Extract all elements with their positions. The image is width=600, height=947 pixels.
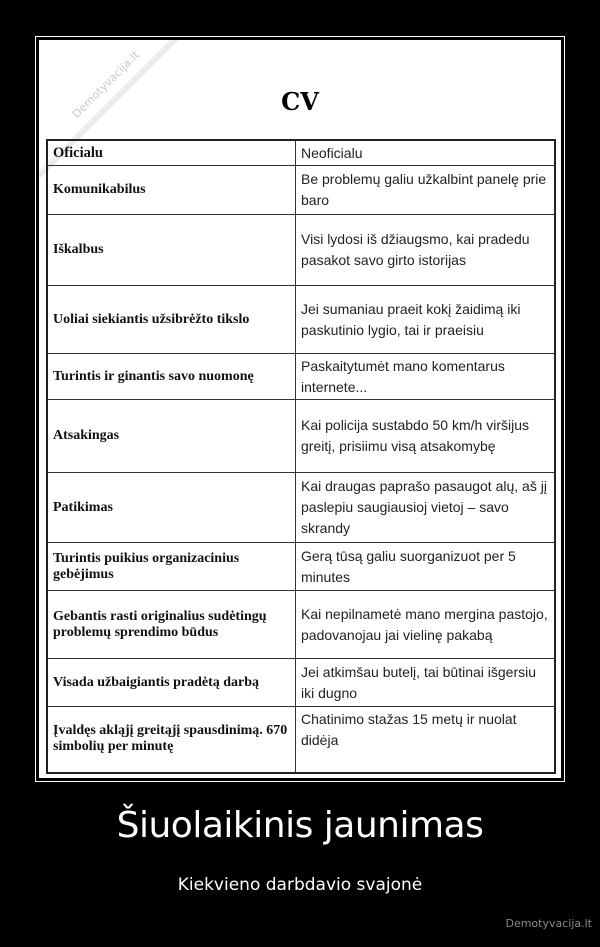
unofficial-cell: Kai nepilnametė mano mergina pastojo, padovanojau jai vielinę pakabą xyxy=(296,591,556,659)
official-cell: Iškalbus xyxy=(47,215,296,286)
official-cell: Atsakingas xyxy=(47,400,296,473)
table-row xyxy=(47,543,555,591)
unofficial-cell: Gerą tūsą galiu suorganizuot per 5 minutes xyxy=(296,543,556,591)
poster-image-panel xyxy=(39,40,561,778)
cv-table xyxy=(46,139,556,774)
table-row xyxy=(47,215,555,286)
site-label: Demotyvacija.lt xyxy=(505,917,592,930)
official-cell: Įvaldęs akląjį greitąjį spausdinimą. 670 simbolių per minutę xyxy=(47,707,296,773)
official-cell: Turintis ir ginantis savo nuomonę xyxy=(47,354,296,400)
poster-subcaption: Kiekvieno darbdavio svajonė xyxy=(177,875,423,895)
column-header-unofficial: Neoficialu xyxy=(296,140,556,166)
unofficial-cell: Jei atkimšau butelį, tai būtinai išgersiu iki dugno xyxy=(296,659,556,707)
official-cell: Gebantis rasti originalius sudėtingų problemų sprendimo būdus xyxy=(47,591,296,659)
table-row xyxy=(47,354,555,400)
official-cell: Turintis puikius organizacinius gebėjimus xyxy=(47,543,296,591)
table-row xyxy=(47,473,555,543)
poster-caption: Šiuolaikinis jaunimas xyxy=(116,805,484,846)
table-row xyxy=(47,166,555,215)
table-row xyxy=(47,659,555,707)
unofficial-cell: Be problemų galiu užkalbint panelę prie baro xyxy=(296,166,556,215)
table-header-row xyxy=(47,140,555,166)
unofficial-cell: Paskaitytumėt mano komentarus internete... xyxy=(296,354,556,400)
table-row xyxy=(47,591,555,659)
unofficial-cell: Kai draugas paprašo pasaugot alų, aš jį paslepiu saugiausioj vietoj – savo skrandy xyxy=(296,473,556,543)
watermark-text: Demotyvacija.lt xyxy=(69,48,143,121)
table-row xyxy=(47,400,555,473)
cv-title: CV xyxy=(281,87,319,116)
unofficial-cell: Visi lydosi iš džiaugsmo, kai pradedu pasakot savo girto istorijas xyxy=(296,215,556,286)
table-row xyxy=(47,286,555,354)
unofficial-cell: Jei sumaniau praeit kokį žaidimą iki paskutinio lygio, tai ir praeisiu xyxy=(296,286,556,354)
column-header-official: Oficialu xyxy=(47,140,296,166)
official-cell: Visada užbaigiantis pradėtą darbą xyxy=(47,659,296,707)
unofficial-cell: Chatinimo stažas 15 metų ir nuolat didėja xyxy=(296,707,556,773)
table-row xyxy=(47,707,555,773)
poster-frame xyxy=(35,36,565,782)
official-cell: Uoliai siekiantis užsibrėžto tikslo xyxy=(47,286,296,354)
unofficial-cell: Kai policija sustabdo 50 km/h viršijus greitį, prisiimu visą atsakomybę xyxy=(296,400,556,473)
official-cell: Patikimas xyxy=(47,473,296,543)
official-cell: Komunikabilus xyxy=(47,166,296,215)
